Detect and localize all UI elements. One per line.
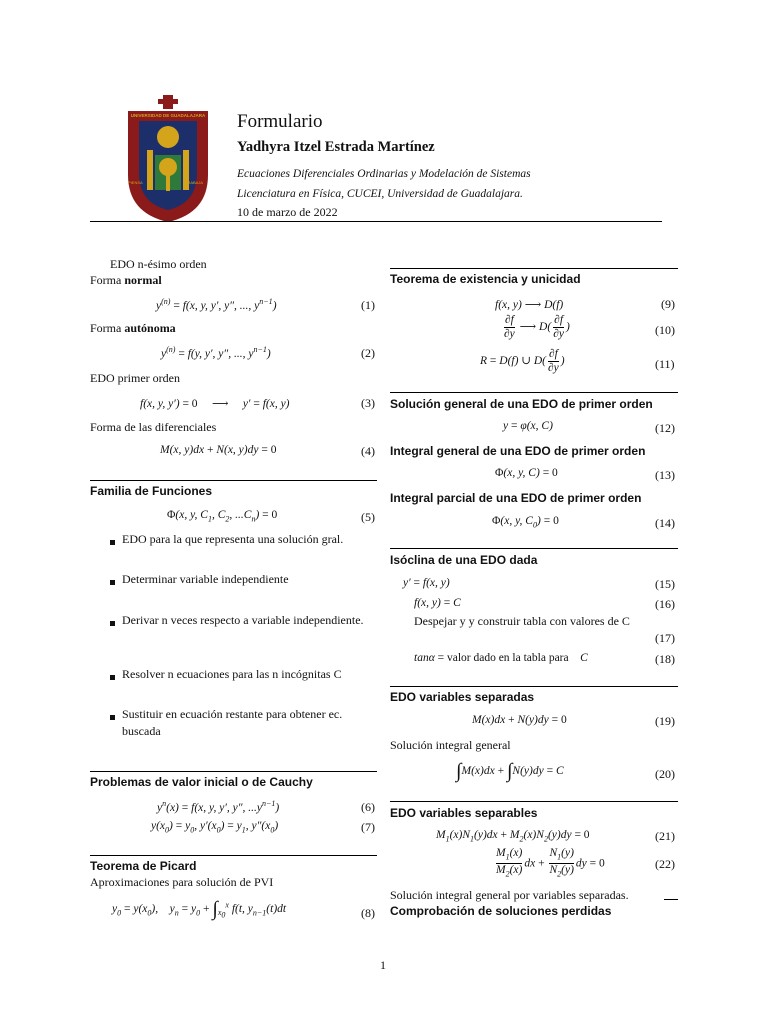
equation-15: y′ = f(x, y) xyxy=(403,577,450,589)
eq-number-11: (11) xyxy=(655,357,675,371)
forma-autonoma: Forma autónoma xyxy=(90,321,176,335)
eq-number-13: (13) xyxy=(655,468,675,482)
doc-date: 10 de marzo de 2022 xyxy=(237,205,338,219)
program-name: Licenciatura en Física, CUCEI, Universidad de Guadalajara. xyxy=(237,188,523,200)
equation-10: $\frac{\partial f}{\partial y}$ ⟶ D( $\frac{\partial f}{\partial y}$ ) xyxy=(504,314,570,340)
equation-13: Φ(x, y, C) = 0 xyxy=(495,467,558,479)
section-int-general: Integral general de una EDO de primer orden xyxy=(390,444,646,458)
eq-number-17: (17) xyxy=(655,631,675,645)
sol-int-sep-label: Solución integral general por variables separadas. xyxy=(390,888,629,902)
edo-n-label: EDO n-ésimo orden xyxy=(110,257,207,271)
equation-8: $y_0 = y(x_0)$, $y_n = y_0 + \int_{x_0}^x$ f(t, $y_{n-1}(t)dt$ xyxy=(112,898,287,921)
section-rule xyxy=(390,268,678,269)
equation-4: M(x, y)dx + N(x, y)dy = 0 xyxy=(160,444,277,456)
eq-number-15: (15) xyxy=(655,577,675,591)
bullet-icon xyxy=(110,715,115,720)
eq-number-14: (14) xyxy=(655,516,675,530)
section-sol-general: Solución general de una EDO de primer orden xyxy=(390,397,653,411)
equation-14: Φ(x, y, $C_0) = 0$ xyxy=(492,515,559,530)
section-rule xyxy=(90,855,377,856)
eq-number-3: (3) xyxy=(361,396,375,410)
course-name: Ecuaciones Diferenciales Ordinarias y Modelación de Sistemas xyxy=(237,168,531,180)
equation-3: f(x, y, y′) = 0 ⟶ y′ = f(x, y) xyxy=(140,398,290,410)
equation-9: f(x, y) ⟶ D(f) xyxy=(495,299,564,311)
despejar-text: Despejar y y construir tabla con valores de C xyxy=(414,614,630,628)
section-rule xyxy=(90,480,377,481)
eq-number-12: (12) xyxy=(655,421,675,435)
section-isoclina: Isóclina de una EDO dada xyxy=(390,553,538,567)
equation-12: y = φ(x, C) xyxy=(503,420,553,432)
equation-7: $y(x_0) = y_0$, $y'(x_0) = y_1$, $y''(x_0)$ xyxy=(151,820,279,835)
section-familia: Familia de Funciones xyxy=(90,484,213,498)
page-number: 1 xyxy=(380,958,386,972)
bullet-icon xyxy=(110,540,115,545)
equation-22: $\frac{M_1(x)}{M_2(x)}$ dx + $\frac{N_1(y)}{N_2(y)}$ dy = 0 xyxy=(496,847,605,879)
equation-1: $y^{(n)} = f(x$, y, y′, y″, ..., $y^{n-1}$) xyxy=(156,297,277,312)
logo-motto-left: PIENSA xyxy=(128,180,143,185)
eq-number-21: (21) xyxy=(655,829,675,843)
equation-2: $y^{(n)} = f(y$, y′, y″, ..., $y^{n-1}$) xyxy=(161,345,271,360)
logo-motto-right: TRABAJA xyxy=(185,180,204,185)
section-rule xyxy=(390,392,678,393)
edo-primer-label: EDO primer orden xyxy=(90,371,180,385)
bullet-icon xyxy=(110,580,115,585)
section-comprobacion: Comprobación de soluciones perdidas xyxy=(390,904,612,918)
doc-title: Formulario xyxy=(237,111,323,132)
equation-11: R = D(f) ∪ D( $\frac{\partial f}{\partial y}$ ) xyxy=(480,348,565,374)
eq-number-16: (16) xyxy=(655,597,675,611)
forma-dif-label: Forma de las diferenciales xyxy=(90,420,217,434)
bullet-item: Determinar variable independiente xyxy=(122,572,289,586)
section-existencia: Teorema de existencia y unicidad xyxy=(390,272,581,286)
section-rule xyxy=(390,801,678,802)
section-rule xyxy=(390,686,678,687)
eq-number-18: (18) xyxy=(655,652,675,666)
eq-number-20: (20) xyxy=(655,767,675,781)
section-separables: EDO variables separables xyxy=(390,806,538,820)
eq-number-1: (1) xyxy=(361,298,375,312)
doc-author: Yadhyra Itzel Estrada Martínez xyxy=(237,139,435,155)
bullet-item: Resolver n ecuaciones para las n incógnitas C xyxy=(122,667,342,681)
equation-21: $M_1(x)N_1(y)dx + M_2(x)N_2(y)dy = 0$ xyxy=(436,829,590,844)
bullet-icon xyxy=(110,675,115,680)
header-rule xyxy=(90,221,662,222)
forma-normal: Forma normal xyxy=(90,273,162,287)
eq-number-7: (7) xyxy=(361,820,375,834)
section-cauchy: Problemas de valor inicial o de Cauchy xyxy=(90,775,313,789)
eq-number-9: (9) xyxy=(661,297,675,311)
equation-6: $y^n(x) = f(x$, y, y′, y″, $...y^{n-1}$) xyxy=(157,799,280,814)
eq-number-6: (6) xyxy=(361,800,375,814)
sol-int-general-label: Solución integral general xyxy=(390,738,511,752)
section-separadas: EDO variables separadas xyxy=(390,690,535,704)
equation-18: tanα = valor dado en la tabla para C xyxy=(414,652,588,664)
equation-20: ∫M(x)dx + ∫N(y)dy = C xyxy=(456,760,564,782)
bullet-item: Sustituir en ecuación restante para obtener ec. buscada xyxy=(122,707,343,738)
eq-number-19: (19) xyxy=(655,714,675,728)
trailing-rule xyxy=(664,899,678,900)
section-int-parcial: Integral parcial de una EDO de primer orden xyxy=(390,491,642,505)
picard-subtitle: Aproximaciones para solución de PVI xyxy=(90,875,274,889)
equation-19: M(x)dx + N(y)dy = 0 xyxy=(472,714,567,726)
logo-text: UNIVERSIDAD DE GUADALAJARA xyxy=(130,113,206,118)
eq-number-10: (10) xyxy=(655,323,675,337)
equation-5: Φ(x, y, $C_1$, $C_2$, $...C_n) = 0$ xyxy=(167,509,278,524)
bullet-item: Derivar n veces respecto a variable independiente. xyxy=(122,613,364,627)
eq-number-8: (8) xyxy=(361,906,375,920)
section-rule xyxy=(90,771,377,772)
section-picard: Teorema de Picard xyxy=(90,859,197,873)
eq-number-2: (2) xyxy=(361,346,375,360)
section-rule xyxy=(390,548,678,549)
eq-number-22: (22) xyxy=(655,857,675,871)
eq-number-4: (4) xyxy=(361,444,375,458)
bullet-icon xyxy=(110,621,115,626)
bullet-item: EDO para la que representa una solución gral. xyxy=(122,532,344,546)
eq-number-5: (5) xyxy=(361,510,375,524)
equation-16: f(x, y) = C xyxy=(414,597,461,609)
